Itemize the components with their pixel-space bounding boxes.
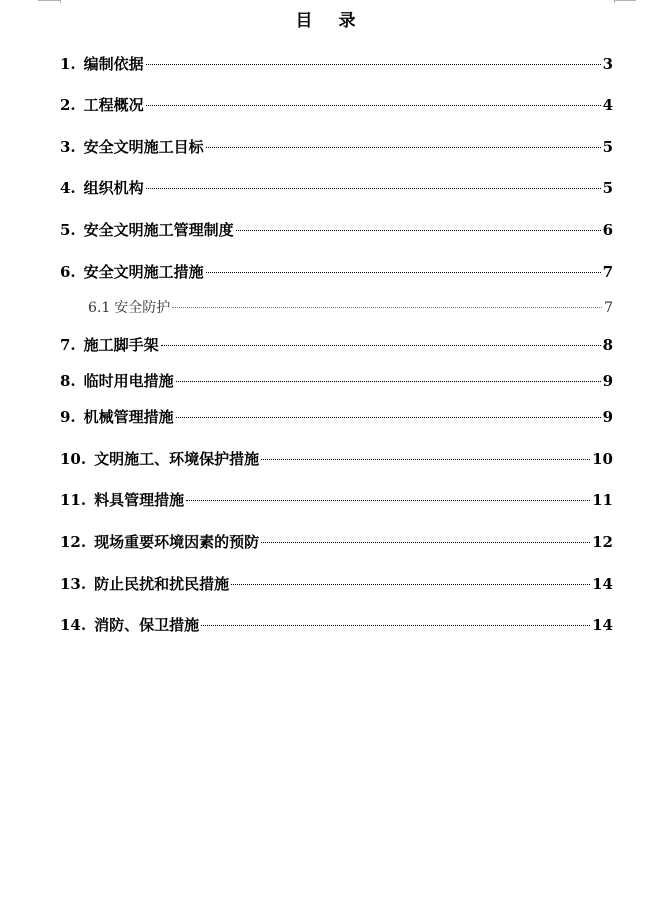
toc-entry[interactable] bbox=[60, 220, 613, 240]
toc-entry-text: 料具管理措施 bbox=[94, 491, 185, 509]
toc-dot-leader bbox=[186, 500, 590, 501]
toc-dot-leader bbox=[206, 272, 601, 273]
toc-dot-leader bbox=[172, 307, 602, 308]
toc-entry-text: 安全文明施工措施 bbox=[83, 263, 204, 281]
toc-entry-page: 5 bbox=[602, 138, 613, 156]
toc-entry[interactable] bbox=[60, 137, 613, 157]
toc-entry[interactable] bbox=[60, 335, 613, 355]
toc-entry-page: 14 bbox=[592, 616, 613, 634]
toc-entry-number: 3. bbox=[60, 138, 76, 156]
toc-entry-page: 6 bbox=[602, 221, 613, 239]
toc-entry-text: 临时用电措施 bbox=[83, 372, 174, 390]
toc-entry[interactable] bbox=[60, 407, 613, 427]
toc-entry-page: 7 bbox=[604, 300, 613, 316]
toc-entry[interactable] bbox=[60, 449, 613, 469]
toc-entry[interactable] bbox=[60, 371, 613, 391]
toc-dot-leader bbox=[236, 230, 601, 231]
page-corner-mark-left bbox=[38, 0, 60, 1]
toc-dot-leader bbox=[206, 147, 601, 148]
toc-dot-leader bbox=[176, 417, 601, 418]
page-corner-tick-right bbox=[614, 0, 615, 3]
toc-entry-number: 12. bbox=[60, 533, 87, 551]
toc-entry-page: 11 bbox=[592, 491, 613, 509]
toc-entry-text: 工程概况 bbox=[83, 96, 144, 114]
toc-dot-leader bbox=[161, 345, 601, 346]
toc-entry-number: 6. bbox=[60, 263, 76, 281]
toc-entry-text: 安全文明施工管理制度 bbox=[83, 221, 234, 239]
toc-entry-number: 7. bbox=[60, 336, 76, 354]
toc-entry[interactable] bbox=[60, 54, 613, 74]
toc-entry-text: 消防、保卫措施 bbox=[94, 616, 200, 634]
toc-entry-page: 9 bbox=[602, 408, 613, 426]
toc-entry-page: 8 bbox=[602, 336, 613, 354]
toc-entry-number: 14. bbox=[60, 616, 87, 634]
toc-entry-number: 13. bbox=[60, 575, 87, 593]
toc-dot-leader bbox=[176, 381, 601, 382]
toc-entry-number: 11. bbox=[60, 491, 87, 509]
toc-entry-number: 6.1 bbox=[88, 300, 111, 316]
toc-entry[interactable] bbox=[60, 574, 613, 594]
toc-entry-text: 安全文明施工目标 bbox=[83, 138, 204, 156]
toc-entry-text: 现场重要环境因素的预防 bbox=[94, 533, 260, 551]
toc-subentry[interactable] bbox=[88, 298, 613, 318]
toc-entry[interactable] bbox=[60, 532, 613, 552]
toc-dot-leader bbox=[146, 105, 601, 106]
toc-entry-text: 编制依据 bbox=[83, 55, 144, 73]
toc-entry-text: 机械管理措施 bbox=[83, 408, 174, 426]
toc-entry-text: 施工脚手架 bbox=[83, 336, 159, 354]
toc-entry-page: 14 bbox=[592, 575, 613, 593]
toc-entry-number: 2. bbox=[60, 96, 76, 114]
toc-entry-text: 文明施工、环境保护措施 bbox=[94, 450, 260, 468]
toc-entry-number: 8. bbox=[60, 372, 76, 390]
toc-entry-page: 12 bbox=[592, 533, 613, 551]
toc-entry-page: 10 bbox=[592, 450, 613, 468]
toc-entry-text: 组织机构 bbox=[83, 179, 144, 197]
toc-entry-number: 10. bbox=[60, 450, 87, 468]
toc-entry-page: 4 bbox=[602, 96, 613, 114]
toc-entry-page: 9 bbox=[602, 372, 613, 390]
toc-entry-number: 5. bbox=[60, 221, 76, 239]
toc-entry-page: 5 bbox=[602, 179, 613, 197]
toc-entry-text: 安全防护 bbox=[114, 300, 171, 316]
toc-entry[interactable] bbox=[60, 95, 613, 115]
toc-entry-number: 9. bbox=[60, 408, 76, 426]
toc-dot-leader bbox=[201, 625, 590, 626]
toc-dot-leader bbox=[146, 188, 601, 189]
toc-entry-page: 3 bbox=[602, 55, 613, 73]
toc-entry[interactable] bbox=[60, 178, 613, 198]
toc-entry-page: 7 bbox=[602, 263, 613, 281]
toc-entry[interactable] bbox=[60, 262, 613, 282]
toc-dot-leader bbox=[261, 542, 590, 543]
toc-title: 目 录 bbox=[295, 11, 366, 31]
page-corner-mark-right bbox=[614, 0, 636, 1]
toc-dot-leader bbox=[261, 459, 590, 460]
toc-entry-text: 防止民扰和扰民措施 bbox=[94, 575, 230, 593]
toc-entry-number: 1. bbox=[60, 55, 76, 73]
toc-entry[interactable] bbox=[60, 615, 613, 635]
page-corner-tick-left bbox=[60, 0, 61, 3]
toc-entry-number: 4. bbox=[60, 179, 76, 197]
toc-dot-leader bbox=[146, 64, 601, 65]
toc-entry[interactable] bbox=[60, 490, 613, 510]
toc-dot-leader bbox=[231, 584, 590, 585]
